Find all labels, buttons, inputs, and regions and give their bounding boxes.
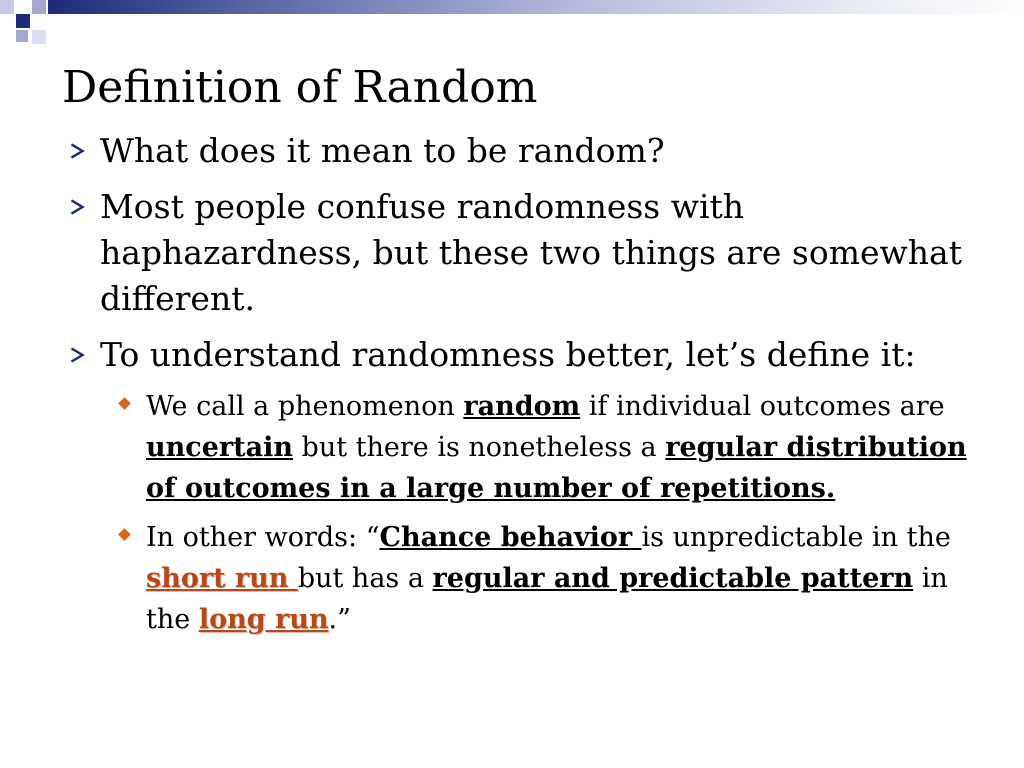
diamond-icon bbox=[118, 397, 131, 410]
term-random: random bbox=[463, 391, 581, 422]
sub-bullet-item bbox=[100, 386, 982, 509]
header-gradient-bar bbox=[48, 0, 1024, 14]
open-arrowhead-icon bbox=[66, 344, 88, 366]
term-long-run: long run bbox=[198, 604, 329, 635]
sub-bullet-item bbox=[100, 517, 982, 640]
term-short-run: short run bbox=[146, 563, 298, 594]
sub-text: is unpredictable in the bbox=[641, 522, 951, 553]
sub-text: We call a phenomenon bbox=[146, 391, 464, 422]
term-regular-distribution: regular distribution of outcomes in a large number of repetitions. bbox=[146, 432, 967, 504]
bullet-item bbox=[62, 128, 982, 174]
sub-text: .” bbox=[328, 604, 351, 635]
sub-text: but there is nonetheless a bbox=[292, 432, 666, 463]
bullet-text: To understand randomness better, let’s define it: bbox=[100, 335, 916, 374]
bullet-text: Most people confuse randomness with haphazardness, but these two things are somewhat different. bbox=[100, 187, 962, 318]
diamond-icon bbox=[118, 528, 131, 541]
bullet-list bbox=[62, 128, 982, 650]
sub-text: In other words: “ bbox=[146, 522, 380, 553]
sub-bullet-list bbox=[100, 386, 982, 640]
bullet-item bbox=[62, 332, 982, 640]
deco-square bbox=[16, 14, 30, 28]
deco-square bbox=[32, 30, 46, 44]
bullet-text: What does it mean to be random? bbox=[100, 131, 665, 170]
deco-square bbox=[32, 0, 46, 14]
term-regular-pattern: regular and predictable pattern bbox=[432, 563, 914, 594]
header-decoration bbox=[0, 0, 1024, 64]
deco-square bbox=[16, 30, 28, 42]
sub-text: if individual outcomes are bbox=[580, 391, 945, 422]
slide-title: Definition of Random bbox=[62, 62, 538, 113]
sub-text: in the bbox=[146, 563, 948, 635]
bullet-item bbox=[62, 184, 982, 322]
deco-square bbox=[0, 0, 14, 14]
term-uncertain: uncertain bbox=[146, 432, 293, 463]
sub-text: but has a bbox=[297, 563, 433, 594]
open-arrowhead-icon bbox=[66, 196, 88, 218]
term-chance-behavior: Chance behavior bbox=[379, 522, 642, 553]
open-arrowhead-icon bbox=[66, 140, 88, 162]
